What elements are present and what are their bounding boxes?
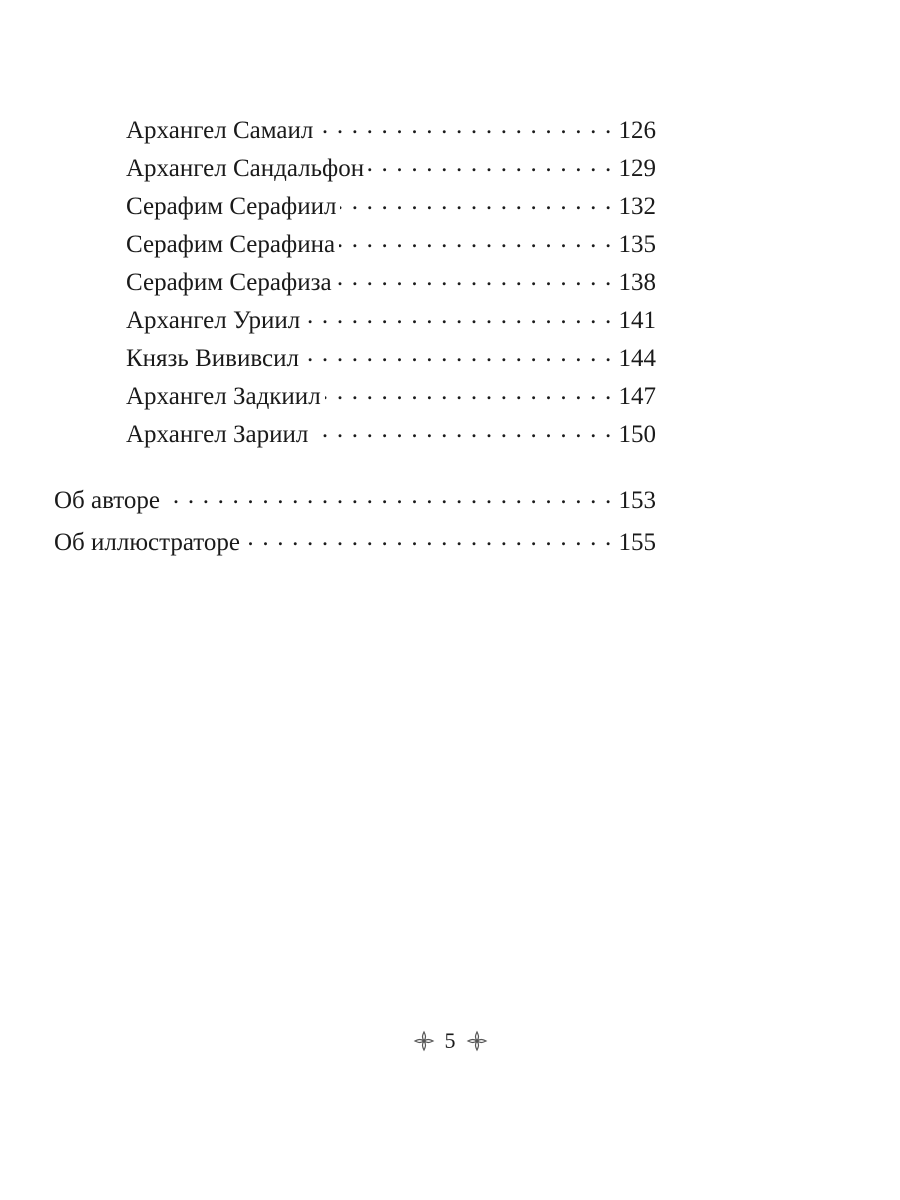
flower-ornament-icon: [466, 1030, 488, 1052]
toc-entry[interactable]: [126, 416, 656, 454]
page-footer: [0, 1028, 900, 1054]
dot-leader: [336, 265, 613, 290]
dot-leader: [340, 189, 612, 214]
toc-entry-title: Об авторе: [54, 487, 160, 514]
dot-leader: [304, 303, 612, 328]
toc-entry[interactable]: [126, 378, 656, 416]
toc-entry-page: 153: [618, 487, 656, 514]
dot-leader: [303, 341, 613, 366]
dot-leader: [317, 113, 612, 138]
toc-entry[interactable]: [126, 226, 656, 264]
toc-entry-page: 141: [618, 307, 656, 334]
toc-entry-page: 135: [618, 231, 656, 258]
toc-entry-page: 132: [618, 193, 656, 220]
toc-entry-title: Серафим Серафиза: [126, 269, 332, 296]
toc-entry-title: Архангел Сандальфон: [126, 155, 365, 182]
toc-entry[interactable]: [126, 150, 656, 188]
toc-entry-page: 144: [618, 345, 656, 372]
toc-entry-title: Об иллюстраторе: [54, 529, 240, 556]
dot-leader: [368, 151, 612, 176]
toc-entry[interactable]: [126, 302, 656, 340]
flower-ornament-icon: [413, 1030, 435, 1052]
toc-entry[interactable]: [54, 522, 656, 564]
toc-entry[interactable]: [54, 480, 656, 522]
toc-entry[interactable]: [126, 188, 656, 226]
dot-leader: [244, 525, 613, 550]
toc-main-list: [54, 480, 656, 564]
dot-leader: [339, 227, 612, 252]
toc-entry-page: 126: [618, 117, 656, 144]
toc-entry-title: Архангел Зариил: [126, 421, 309, 448]
dot-leader: [312, 417, 612, 442]
toc-entry-page: 150: [618, 421, 656, 448]
toc-entry-page: 129: [618, 155, 656, 182]
toc-entry-title: Серафим Серафина: [126, 231, 336, 258]
dot-leader: [164, 483, 613, 508]
dot-leader: [325, 379, 613, 404]
toc-entry-page: 138: [618, 269, 656, 296]
toc-entry-page: 147: [618, 383, 656, 410]
toc-entry[interactable]: [126, 264, 656, 302]
toc-entry-title: Архангел Уриил: [126, 307, 301, 334]
page-number: 5: [444, 1028, 456, 1053]
toc-entry[interactable]: [126, 112, 656, 150]
toc-entry-title: Архангел Задкиил: [126, 383, 321, 410]
toc-entry[interactable]: [126, 340, 656, 378]
toc-entry-title: Серафим Серафиил: [126, 193, 337, 220]
toc-entry-title: Князь Вививсил: [126, 345, 299, 372]
toc-entry-title: Архангел Самаил: [126, 117, 314, 144]
toc-sub-list: [126, 112, 656, 454]
toc-entry-page: 155: [618, 529, 656, 556]
